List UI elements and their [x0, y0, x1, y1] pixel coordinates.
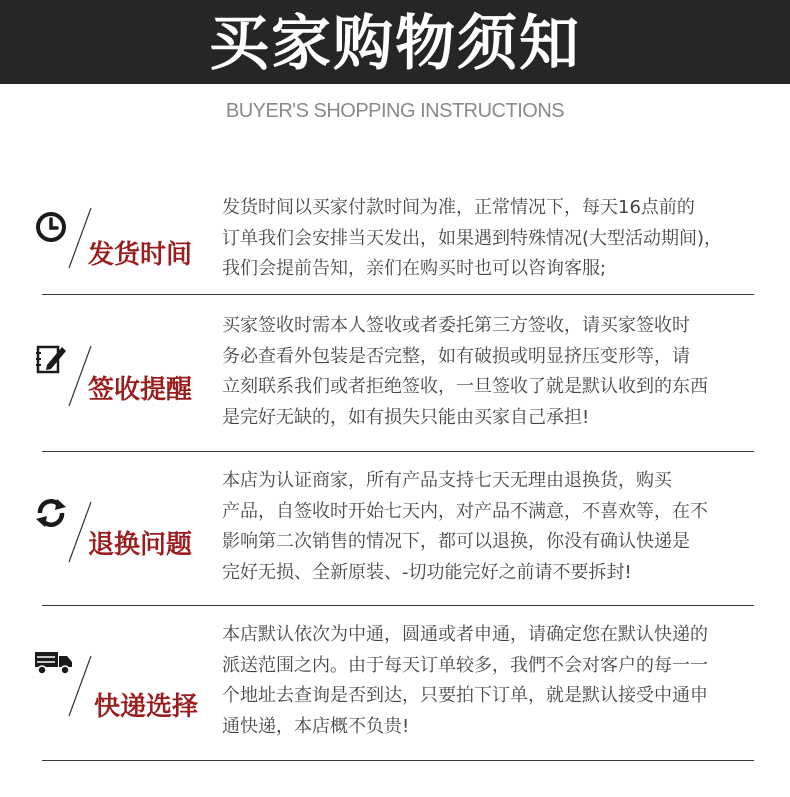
section-text: 本店默认依次为中通，圆通或者申通，请确定您在默认快递的 派送范围之内。由于每天订单较多，我們不会对客户的每一一 个地址去查询是否到达，只要拍下订单，就是默认接受中通申 通快递，本店概不负贵!	[222, 624, 708, 737]
section-title: 快递选择	[94, 692, 199, 722]
page-title: 买家购物须知	[209, 9, 581, 79]
section-title: 发货时间	[88, 240, 193, 270]
section-divider	[42, 294, 754, 295]
section-divider	[42, 451, 754, 452]
clock-icon	[34, 210, 68, 244]
section-text: 本店为认证商家，所有产品支持七天无理由退换货，购买 产品，自签收时开始七天内，对产品不满意，不喜欢等，在不 影响第二次销售的情况下，都可以退换，你没有确认快递是 完好无损、全新原装、-切功能完好之前请不要拆封!	[222, 470, 708, 583]
sign-edit-icon	[34, 342, 68, 376]
header-bar	[0, 0, 790, 84]
section-divider	[42, 760, 754, 761]
exchange-icon	[34, 496, 68, 530]
section-text: 发货时间以买家付款时间为准，正常情况下，每天16点前的 订单我们会安排当天发出，如果遇到特殊情况(大型活动期间)， 我们会提前告知，亲们在购买时也可以咨询客服;	[222, 197, 723, 279]
section-title: 签收提醒	[88, 375, 193, 405]
page-subtitle: BUYER'S SHOPPING INSTRUCTIONS	[225, 100, 565, 122]
section-divider	[42, 605, 754, 606]
slash-divider-icon	[65, 654, 95, 718]
section-text: 买家签收时需本人签收或者委托第三方签收，请买家签收时 务必查看外包装是否完整，如有破损或明显挤压变形等，请 立刻联系我们或者拒绝签收，一旦签收了就是默认收到的东西 是完好无缺的，如有损失只能由买家自己承担!	[222, 315, 708, 428]
section-title: 退换问题	[88, 530, 193, 560]
